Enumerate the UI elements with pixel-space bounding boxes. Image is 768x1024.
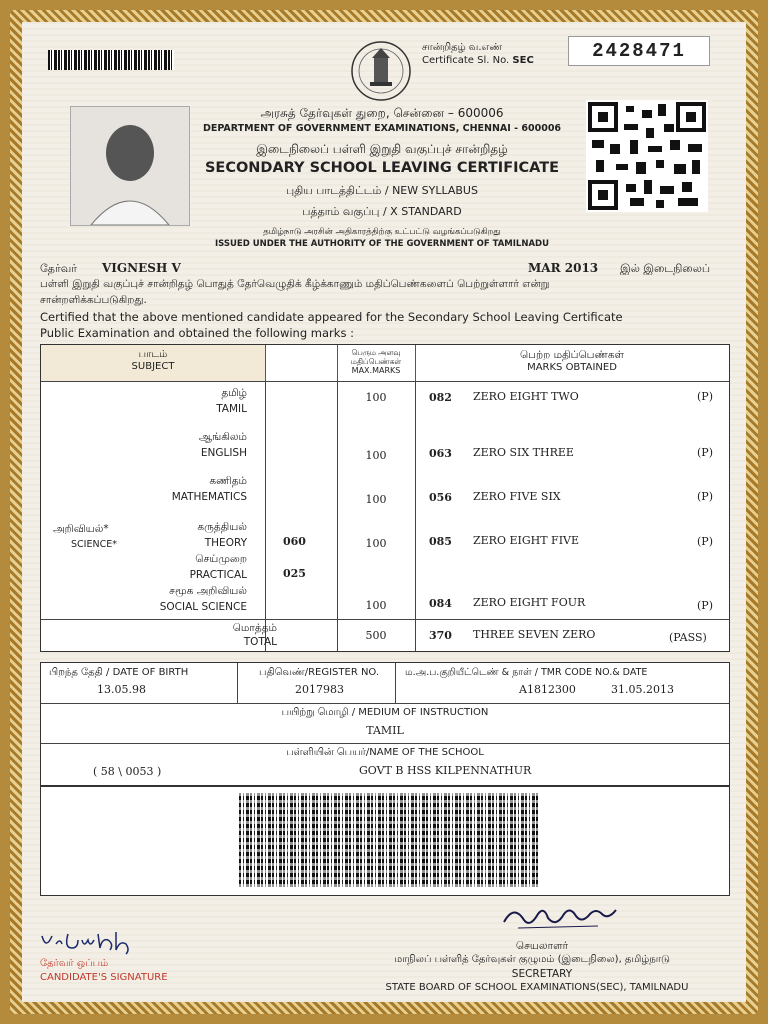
candidate-photo: [70, 106, 190, 226]
total-result: (PASS): [669, 631, 707, 644]
secretary-ta: செயலாளர்: [515, 940, 569, 952]
subject-social-ta: சமூக அறிவியல்: [169, 585, 247, 597]
english-words: ZERO SIX THREE: [473, 446, 574, 459]
dept-tamil: அரசுத் தேர்வுகள் துறை, சென்னை – 600006: [260, 106, 504, 120]
science-max: 100: [365, 537, 387, 550]
maths-max: 100: [365, 493, 387, 506]
board-ta: மாநிலப் பள்ளித் தேர்வுகள் குழுமம் (இடைநிலை), தமிழ்நாடு: [394, 954, 670, 965]
statement-tamil-2: சான்றளிக்கப்படுகிறது.: [40, 294, 147, 306]
dob-value: 13.05.98: [97, 683, 146, 696]
social-words: ZERO EIGHT FOUR: [473, 596, 586, 609]
cert-label-ta: சான்றிதழ் வ.எண்: [422, 42, 503, 53]
maths-words: ZERO FIVE SIX: [473, 490, 561, 503]
line-ta-right: இல் இடைநிலைப்: [620, 262, 711, 275]
max-header-ta: பெரும அளவு மதிப்பெண்கள்: [350, 348, 402, 366]
medium-value: TAMIL: [366, 724, 404, 737]
social-max: 100: [365, 599, 387, 612]
science-result: (P): [697, 535, 713, 548]
tmr-code: A1812300: [519, 683, 576, 696]
reg-value: 2017983: [295, 683, 344, 696]
maths-result: (P): [697, 490, 713, 503]
tmr-label: ம.அ.ப.குறியீட்டெண் & நாள் / TMR CODE NO.& DATE: [405, 667, 648, 678]
board-en: STATE BOARD OF SCHOOL EXAMINATIONS(SEC), TAMILNADU: [385, 982, 689, 993]
dept-english: DEPARTMENT OF GOVERNMENT EXAMINATIONS, CHENNAI - 600006: [202, 123, 562, 134]
theory-score: 060: [283, 535, 306, 548]
subject-theory-en: THEORY: [204, 537, 247, 549]
total-marks: 370: [429, 629, 452, 642]
tamil-max: 100: [365, 391, 387, 404]
certificate-paper: [22, 22, 746, 1002]
pdf417-barcode: [239, 793, 539, 887]
total-label-en: TOTAL: [243, 636, 277, 648]
cert-label-en: Certificate Sl. No. SEC: [422, 55, 534, 66]
subject-english-en: ENGLISH: [200, 447, 247, 459]
statement-tamil-1: பள்ளி இறுதி வகுப்புச் சான்றிதழ் பொதுத் தேர்வெழுதிக் கீழ்க்காணும் மதிப்பெண்களைப் பெற்றுள்ளார் என்று: [40, 278, 550, 290]
issued-tamil: தமிழ்நாடு அரசின் அதிகாரத்திற்கு உட்பட்டு வழங்கப்படுகிறது: [263, 227, 501, 237]
subject-header-ta: பாடம்: [138, 349, 168, 360]
school-name: GOVT B HSS KILPENNATHUR: [359, 764, 532, 777]
exam-session: MAR 2013: [528, 261, 599, 275]
practical-score: 025: [283, 567, 306, 580]
maths-marks: 056: [429, 491, 452, 504]
syllabus: புதிய பாடத்திட்டம் / NEW SYLLABUS: [286, 184, 478, 197]
title-tamil: இடைநிலைப் பள்ளி இறுதி வகுப்புச் சான்றிதழ்: [256, 142, 508, 156]
science-words: ZERO EIGHT FIVE: [473, 534, 580, 547]
school-label: பள்ளியின் பெயர்/NAME OF THE SCHOOL: [286, 747, 484, 758]
reg-label: பதிவெண்/REGISTER NO.: [259, 667, 380, 678]
statement-english-2: Public Examination and obtained the following marks :: [40, 326, 354, 340]
tmr-date: 31.05.2013: [611, 683, 674, 696]
candidate-name: VIGNESH V: [102, 261, 181, 275]
marks-table: [40, 344, 730, 652]
subject-tamil-en: TAMIL: [216, 403, 247, 415]
practical-ta: செய்முறை: [195, 553, 247, 565]
total-max: 500: [365, 629, 387, 642]
subject-header-cell: [41, 345, 266, 381]
english-result: (P): [697, 446, 713, 459]
science-label-ta: அறிவியல்*: [53, 523, 109, 535]
science-marks: 085: [429, 535, 452, 548]
qr-code: [586, 100, 708, 212]
title-english: SECONDARY SCHOOL LEAVING CERTIFICATE: [204, 160, 560, 176]
total-words: THREE SEVEN ZERO: [473, 628, 596, 641]
subject-maths-en: MATHEMATICS: [171, 491, 247, 503]
candidate-sig-ta: தேர்வர் ஒப்பம்: [40, 958, 109, 969]
state-emblem-icon: [350, 40, 412, 102]
candidate-label-ta: தேர்வர்: [40, 262, 77, 275]
subject-tamil-ta: தமிழ்: [221, 387, 247, 399]
statement-english-1: Certified that the above mentioned candidate appeared for the Secondary School Leaving Certificate: [40, 310, 623, 324]
candidate-sig-en: CANDIDATE'S SIGNATURE: [40, 972, 168, 983]
obtained-header-en: MARKS OBTAINED: [527, 362, 617, 373]
school-code: ( 58 \ 0053 ): [93, 765, 162, 778]
standard: பத்தாம் வகுப்பு / X STANDARD: [302, 205, 462, 218]
science-label-en: SCIENCE*: [71, 539, 117, 550]
english-marks: 063: [429, 447, 452, 460]
details-box: [40, 662, 730, 786]
blank-header-cell: [265, 345, 338, 381]
secretary-signature: [498, 900, 628, 936]
medium-label: பயிற்று மொழி / MEDIUM OF INSTRUCTION: [281, 707, 489, 718]
practical-en: PRACTICAL: [189, 569, 247, 581]
max-header-en: MAX.MARKS: [351, 366, 401, 375]
tamil-marks: 082: [429, 391, 452, 404]
social-marks: 084: [429, 597, 452, 610]
obtained-header-ta: பெற்ற மதிப்பெண்கள்: [519, 349, 625, 361]
subject-theory-ta: கருத்தியல்: [197, 521, 247, 533]
english-max: 100: [365, 449, 387, 462]
issued-english: ISSUED UNDER THE AUTHORITY OF THE GOVERNMENT OF TAMILNADU: [214, 239, 549, 249]
max-header-cell: [337, 345, 416, 381]
tamil-words: ZERO EIGHT TWO: [473, 390, 579, 403]
candidate-signature: [38, 922, 148, 958]
tamil-result: (P): [697, 390, 713, 403]
dob-label: பிறந்த தேதி / DATE OF BIRTH: [49, 667, 189, 678]
cert-number: 2428471: [568, 36, 710, 66]
obtained-header-cell: [415, 345, 729, 381]
subject-social-en: SOCIAL SCIENCE: [159, 601, 247, 613]
barcode-box: [40, 786, 730, 896]
total-label-ta: மொத்தம்: [232, 622, 277, 634]
social-result: (P): [697, 599, 713, 612]
subject-english-ta: ஆங்கிலம்: [198, 431, 247, 443]
subject-header-en: SUBJECT: [131, 361, 175, 372]
top-barcode: [48, 50, 174, 70]
subject-maths-ta: கணிதம்: [209, 475, 247, 487]
secretary-en: SECRETARY: [511, 968, 573, 980]
